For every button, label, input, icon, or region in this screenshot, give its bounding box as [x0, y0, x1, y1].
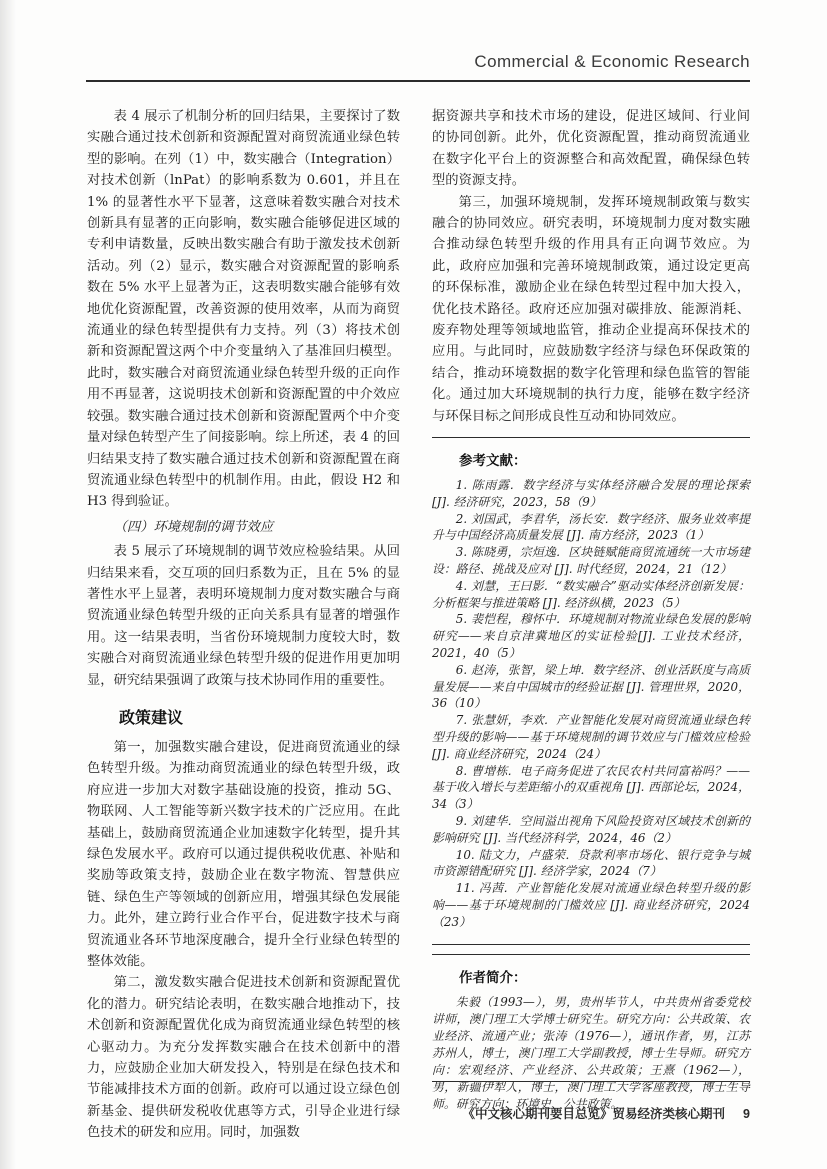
reference-item: 7. 张慧妍，李欢．产业智能化发展对商贸流通业绿色转型升级的影响——基于环境规制的调节效应与门槛效应检验 [J]. 商业经济研究，2024（24）	[432, 713, 750, 761]
author-bio-divider	[432, 944, 750, 955]
header-rule	[86, 80, 750, 82]
paragraph-policy-2-continued: 据资源共享和技术市场的建设，促进区域间、行业间的协同创新。此外，优化资源配置，推动商贸流通业在数字化平台上的资源整合和高效配置，确保绿色转型的资源支持。	[432, 109, 750, 189]
references-divider	[432, 437, 750, 438]
reference-item: 1. 陈雨露．数字经济与实体经济融合发展的理论探索[J]. 经济研究，2023，58（9）	[432, 478, 750, 509]
reference-item: 2. 刘国武，李君华，汤长安．数字经济、服务业效率提升与中国经济高质量发展 [J]. 南方经济，2023（1）	[432, 511, 750, 543]
reference-item: 3. 陈晓勇，宗烜逸．区块链赋能商贸流通统一大市场建设：路径、挑战及应对 [J]. 时代经贸，2024，21（12）	[432, 545, 750, 577]
paragraph-policy-3: 第三，加强环境规制，发挥环境规制政策与数实融合的协同效应。研究表明，环境规制力度对数实融合推动绿色转型升级的作用具有正向调节效应。为此，政府应加强和完善环境规制政策，通过设定更高的环保标准，激励企业在绿色转型过程中加大投入，优化技术路径。政府还应加强对碳排放、能源消耗、废弃物处理等领域地监管，推动企业提高环保技术的应用。与此同时，应鼓励数字经济与绿色环保政策的结合，推动环境数据的数字化管理和绿色监管的智能化。通过加大环境规制的执行力度，能够在数字经济与环保目标之间形成良性互动和协同效应。	[432, 194, 750, 424]
page-footer	[463, 1104, 750, 1122]
reference-item: 11. 冯茜．产业智能化发展对流通业绿色转型升级的影响——基于环境规制的门槛效应 [J]. 商业经济研究，2024（23）	[432, 881, 750, 929]
reference-item: 5. 裴恺程，穆怀中．环境规制对物流业绿色发展的影响研究——来自京津冀地区的实证检验[J]. 工业技术经济，2021，40（5）	[432, 612, 750, 661]
heading-references: 参考文献：	[459, 453, 527, 469]
heading-policy-recommendations: 政策建议	[119, 709, 184, 727]
paragraph-mechanism-analysis: 表 4 展示了机制分析的回归结果，主要探讨了数实融合通过技术创新和资源配置对商贸流通业绿色转型的影响。在列（1）中，数实融合（Integration）对技术创新（lnPat）的影响系数为 0.601，并且在 1% 的显著性水平下显著，这意味着数实融合对技术创新具有显著的正向影响，数实融合能够促进区域的专利申请数量，反映出数实融合有助于激发技术创新活动。列（2）显示，数实融合对资源配置的影响系数在 5% 水平上显著为正，这表明数实融合能够有效地优化资源配置，改善资源的使用效率，从而为商贸流通业的绿色转型提供有力支持。列（3）将技术创新和资源配置这两个中介变量纳入了基准回归模型。此时，数实融合对商贸流通业绿色转型升级的正向作用不再显著，这说明技术创新和资源配置的中介效应较强。数实融合通过技术创新和资源配置两个中介变量对绿色转型产生了间接影响。综上所述，表 4 的回归结果支持了数实融合通过技术创新和资源配置在商贸流通业绿色转型中的机制作用。由此，假设 H2 和 H3 得到验证。	[87, 109, 400, 510]
paragraph-policy-1: 第一，加强数实融合建设，促进商贸流通业的绿色转型升级。为推动商贸流通业的绿色转型升级，政府应进一步加大对数字基础设施的投资，推动 5G、物联网、人工智能等新兴数字技术的广泛应用。在此基础上，鼓励商贸流通企业加速数字化转型，提升其绿色发展水平。政府可以通过提供税收优惠、补贴和奖励等政策支持，鼓励企业在数字物流、智慧供应链、绿色生产等领域的创新应用，增强其绿色发展能力。此外，建立跨行业合作平台，促进数字技术与商贸流通业各环节地深度融合，提升全行业绿色转型的整体效能。	[87, 739, 400, 970]
left-column	[87, 106, 400, 1169]
right-column	[432, 106, 750, 1169]
reference-item: 6. 赵涛，张智，梁上坤．数字经济、创业活跃度与高质量发展——来自中国城市的经验证据 [J]. 管理世界，2020，36（10）	[432, 662, 750, 711]
page-number: 9	[743, 1107, 750, 1121]
paragraph-moderating-effect: 表 5 展示了环境规制的调节效应检验结果。从回归结果来看，交互项的回归系数为正，且在 5% 的显著性水平上显著，表明环境规制力度对数实融合与商贸流通业绿色转型升级的正向关系具有显著的增强作用。这一结果表明，当省份环境规制力度较大时，数实融合对商贸流通业绿色转型升级的促进作用更加明显，研究结果强调了政策与技术协同作用的重要性。	[87, 544, 400, 688]
reference-item: 8. 曹增栋．电子商务促进了农民农村共同富裕吗？——基于收入增长与差距缩小的双重视角 [J]. 西部论坛，2024，34（3）	[432, 763, 750, 812]
subheading-environmental-regulation: （四）环境规制的调节效应	[113, 519, 274, 535]
heading-author-bio: 作者简介：	[459, 969, 527, 985]
reference-item: 10. 陆文力，卢盛荣．贷款利率市场化、银行竞争与城市资源错配研究 [J]. 经济学家，2024（7）	[432, 847, 750, 879]
references-list	[432, 477, 750, 931]
paragraph-policy-2: 第二，激发数实融合促进技术创新和资源配置优化的潜力。研究结论表明，在数实融合地推动下，技术创新和资源配置优化成为商贸流通业绿色转型的核心驱动力。为充分发挥数实融合在技术创新中的潜力，应鼓励企业加大研发投入，特别是在绿色技术和节能减排技术方面的创新。政府可以通过设立绿色创新基金、提供研发税收优惠等方式，引导企业进行绿色技术的研发和应用。同时，加强数	[87, 975, 400, 1141]
journal-title: Commercial & Economic Research	[474, 52, 750, 71]
reference-item: 9. 刘建华．空间溢出视角下风险投资对区域技术创新的影响研究 [J]. 当代经济科学，2024，46（2）	[432, 814, 750, 845]
author-bio-text: 朱毅（1993—），男，贵州毕节人，中共贵州省委党校讲师，澳门理工大学博士研究生。研究方向：公共政策、农业经济、流通产业；张涛（1976—），通讯作者，男，江苏苏州人，博士，澳门理工大学副教授，博士生导师。研究方向：宏观经济、产业经济、公共政策；王熹（1962—），男，新疆伊犁人，博士，澳门理工大学客座教授，博士生导师。研究方向：环境史、公共政策。	[432, 994, 750, 1111]
journal-note: 《中文核心期刊要目总览》贸易经济类核心期刊	[462, 1107, 726, 1121]
footer-divider	[432, 1081, 750, 1082]
reference-item: 4. 刘慧，王曰影．“数实融合”驱动实体经济创新发展：分析框架与推进策略 [J]. 经济纵横，2023（5）	[432, 578, 750, 610]
